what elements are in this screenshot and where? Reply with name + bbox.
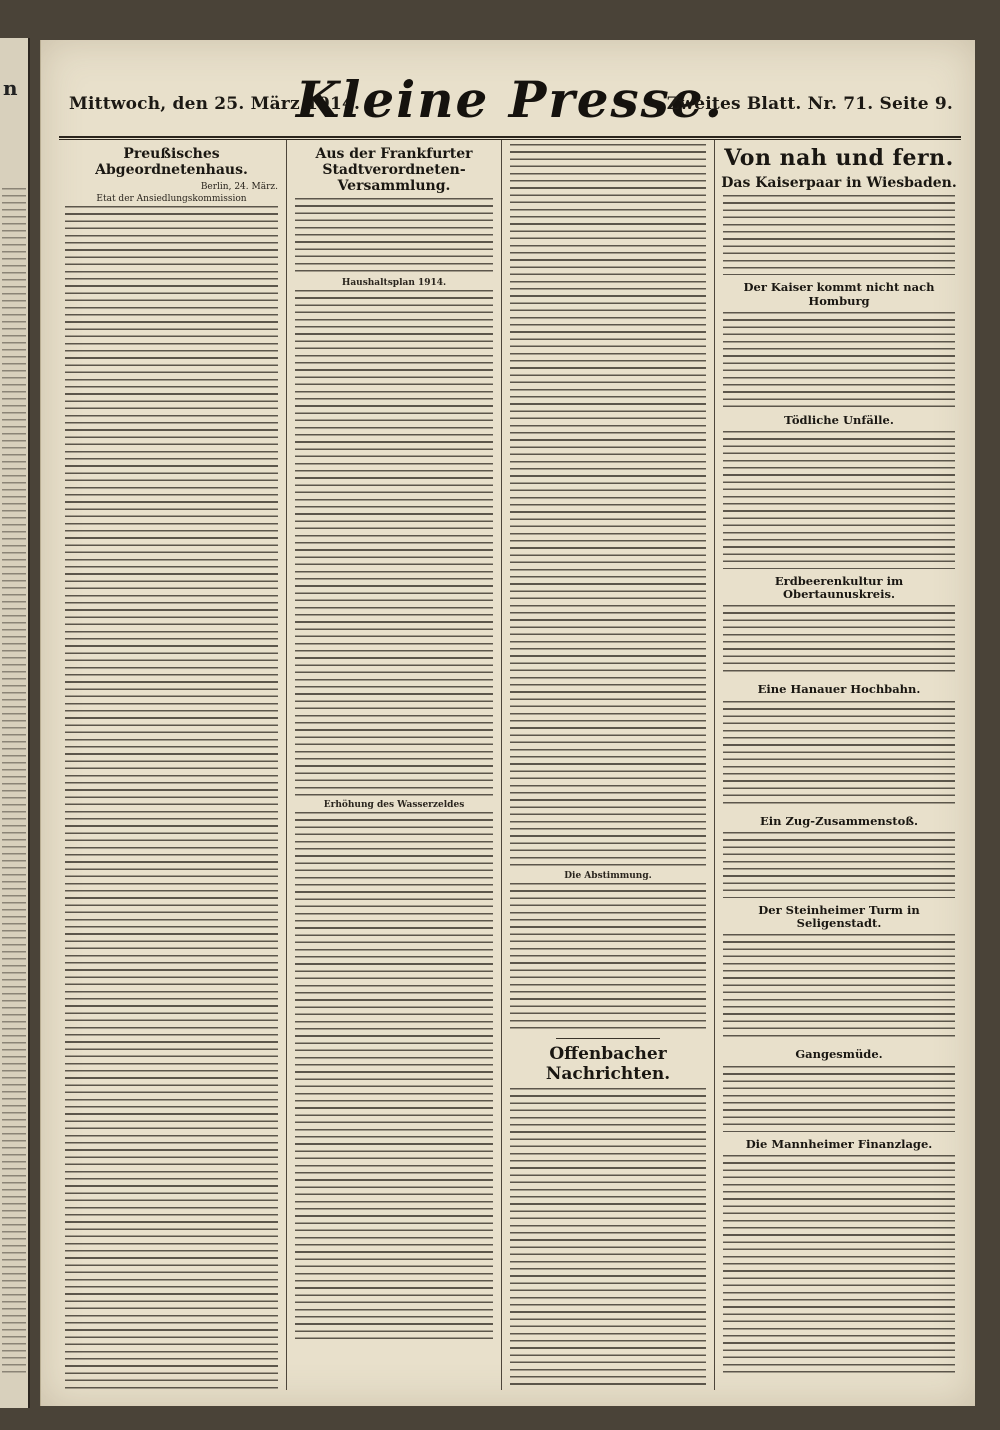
article-dateline: Berlin, 24. März. bbox=[200, 182, 278, 193]
neighbor-page-edge bbox=[0, 38, 30, 1408]
article-body-text bbox=[723, 934, 955, 1042]
section-title: Von nah und fern. bbox=[724, 145, 954, 171]
article-body-text bbox=[510, 883, 706, 1033]
masthead-rule bbox=[59, 136, 961, 138]
news-item-headline: Die Mannheimer Finanzlage. bbox=[745, 1136, 933, 1151]
article-body-text bbox=[723, 1155, 955, 1375]
section-rule bbox=[556, 1038, 660, 1039]
article-body-text bbox=[723, 1066, 955, 1132]
news-item-headline: Tödliche Unfälle. bbox=[784, 412, 894, 427]
column-separator bbox=[286, 140, 287, 1390]
article-body-text bbox=[723, 832, 955, 898]
article-body-text bbox=[65, 206, 278, 1390]
article-headline: Das Kaiserpaar in Wiesbaden. bbox=[721, 175, 957, 192]
article-body-text bbox=[723, 605, 955, 677]
column-separator bbox=[501, 140, 502, 1390]
article-body-text bbox=[723, 431, 955, 569]
column-separator bbox=[714, 140, 715, 1390]
issue-date: Mittwoch, den 25. März 1914. bbox=[69, 94, 361, 114]
section-title: Offenbacher Nachrichten. bbox=[545, 1044, 671, 1084]
column-3 bbox=[504, 140, 712, 1390]
newspaper-page bbox=[40, 40, 975, 1406]
news-item-headline: Der Kaiser kommt nicht nach Homburg bbox=[743, 280, 935, 308]
article-subhead: Etat der Ansiedlungskommission bbox=[96, 194, 247, 205]
issue-info: Zweites Blatt. Nr. 71. Seite 9. bbox=[666, 94, 953, 114]
news-item-headline: Erdbeerenkultur im Obertaunuskreis. bbox=[774, 574, 904, 602]
article-body-text bbox=[723, 312, 955, 408]
news-item-headline: Der Steinheimer Turm in Seligenstadt. bbox=[758, 902, 920, 931]
news-item-headline: Ein Zug-Zusammenstoß. bbox=[760, 813, 918, 828]
newspaper-title: Kleine Presse. bbox=[295, 70, 725, 129]
article-subhead: Erhöhung des Wasserzeldes bbox=[323, 800, 465, 811]
article-body-text bbox=[510, 1088, 706, 1390]
article-body-text bbox=[723, 195, 955, 275]
article-headline: Preußisches Abgeordnetenhaus. bbox=[95, 146, 248, 179]
neighbor-page-text bbox=[2, 188, 26, 1378]
column-1 bbox=[59, 140, 284, 1390]
column-4 bbox=[717, 140, 961, 1390]
article-body-text bbox=[295, 290, 493, 798]
article-body-text bbox=[295, 812, 493, 1342]
article-headline: Aus der Frankfurter Stadtverordneten-Versammlung. bbox=[315, 146, 473, 195]
article-subhead: Haushaltsplan 1914. bbox=[341, 278, 447, 289]
article-body-text bbox=[510, 144, 706, 869]
article-body-text bbox=[723, 701, 955, 809]
neighbor-page-fragment: n bbox=[3, 76, 18, 100]
news-item-headline: Eine Hanauer Hochbahn. bbox=[757, 682, 921, 697]
article-body-text bbox=[295, 198, 493, 276]
article-subhead: Die Abstimmung. bbox=[564, 871, 652, 881]
news-item-headline: Gangesmüde. bbox=[795, 1047, 883, 1062]
masthead bbox=[59, 70, 961, 140]
column-2 bbox=[289, 140, 499, 1390]
